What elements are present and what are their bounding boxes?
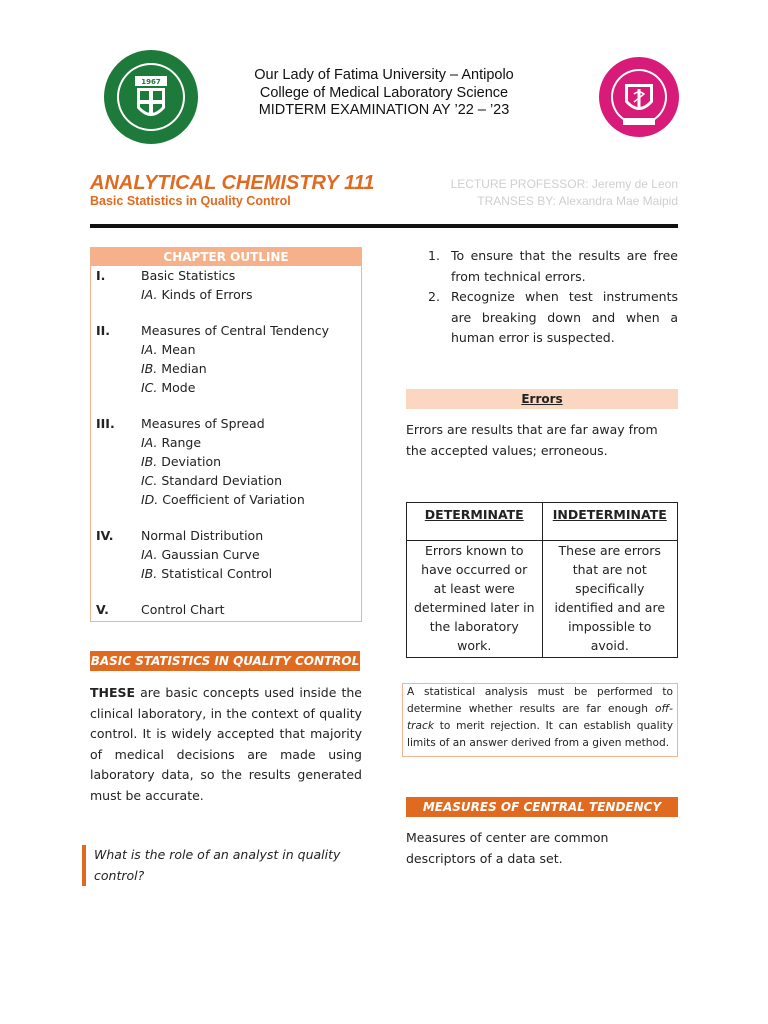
basic-statistics-paragraph: THESE are basic concepts used inside the clinical laboratory, in the context of quality control. It is widely accepted that majority of medical decisions are made using laboratory data, so the results generated must be accurate.: [90, 685, 362, 803]
outline-num: I.: [96, 268, 106, 283]
course-subtitle: Basic Statistics in Quality Control: [90, 194, 291, 208]
errors-definition: Errors are results that are far away from the accepted values; erroneous.: [406, 422, 658, 458]
outline-section-title: Basic Statistics: [141, 268, 236, 283]
outline-subitem: IA. Range: [141, 435, 202, 450]
outline-num: III.: [96, 416, 115, 431]
error-types-table: [406, 502, 678, 658]
outline-num: II.: [96, 323, 111, 338]
university-seal-logo-left: [102, 48, 200, 146]
list-text: To ensure that the results are free from technical errors.: [451, 248, 678, 284]
list-number: 1.: [428, 248, 440, 263]
university-name: Our Lady of Fatima University – Antipolo: [254, 67, 514, 83]
college-name: College of Medical Laboratory Science: [259, 85, 509, 101]
determinate-description: Errors known to have occurred or at least were determined later in the laboratory work.: [407, 541, 543, 658]
outline-subitem: IA. Mean: [141, 342, 196, 357]
outline-num: IV.: [96, 528, 114, 543]
outline-num: V.: [96, 602, 109, 617]
outline-subitem: ID. Coefficient of Variation: [141, 492, 305, 507]
list-text: Recognize when test instruments are breaking down and when a human error is suspected.: [451, 289, 678, 345]
outline-section-title: Normal Distribution: [141, 528, 264, 543]
list-item: [406, 246, 678, 287]
outline-subitem: IC. Standard Deviation: [141, 473, 283, 488]
transes-by: TRANSES BY: Alexandra Mae Maipid: [477, 194, 678, 208]
outline-subitem: IC. Mode: [141, 380, 196, 395]
outline-subitem: IA. Kinds of Errors: [141, 287, 253, 302]
college-seal-logo-right: [598, 48, 696, 146]
list-item: [406, 287, 678, 349]
basic-statistics-heading: BASIC STATISTICS IN QUALITY CONTROL: [90, 651, 360, 671]
outline-subitem: IB. Statistical Control: [141, 566, 273, 581]
statistical-analysis-note: A statistical analysis must be performed to determine whether results are far enough off-track to merit rejection. It can establish quality limits of an answer derived from a given method.: [402, 683, 678, 757]
outline-subitem: IB. Median: [141, 361, 207, 376]
header-divider: [90, 224, 678, 228]
analyst-role-question: What is the role of an analyst in quality control?: [82, 845, 366, 886]
table-row: [407, 503, 678, 541]
list-number: 2.: [428, 289, 440, 304]
central-tendency-heading: MEASURES OF CENTRAL TENDENCY: [406, 797, 678, 817]
exam-title: MIDTERM EXAMINATION AY ’22 – ’23: [258, 102, 510, 118]
lecture-professor: LECTURE PROFESSOR: Jeremy de Leon: [450, 177, 678, 191]
course-title: ANALYTICAL CHEMISTRY 111: [90, 172, 375, 194]
seal-year: 1967: [141, 78, 161, 86]
indeterminate-header: INDETERMINATE: [542, 503, 678, 541]
outline-section-title: Control Chart: [141, 602, 225, 617]
outline-heading: CHAPTER OUTLINE: [91, 248, 361, 266]
indeterminate-description: These are errors that are not specifically identified and are impossible to avoid.: [542, 541, 678, 658]
central-tendency-paragraph: Measures of center are common descriptors of a data set.: [406, 830, 609, 866]
roles-list: [406, 246, 678, 349]
outline-subitem: IB. Deviation: [141, 454, 222, 469]
errors-heading: Errors: [406, 389, 678, 409]
determinate-header: DETERMINATE: [407, 503, 543, 541]
outline-section-title: Measures of Spread: [141, 416, 265, 431]
table-row: [407, 541, 678, 658]
outline-subitem: IA. Gaussian Curve: [141, 547, 260, 562]
outline-section-title: Measures of Central Tendency: [141, 323, 330, 338]
